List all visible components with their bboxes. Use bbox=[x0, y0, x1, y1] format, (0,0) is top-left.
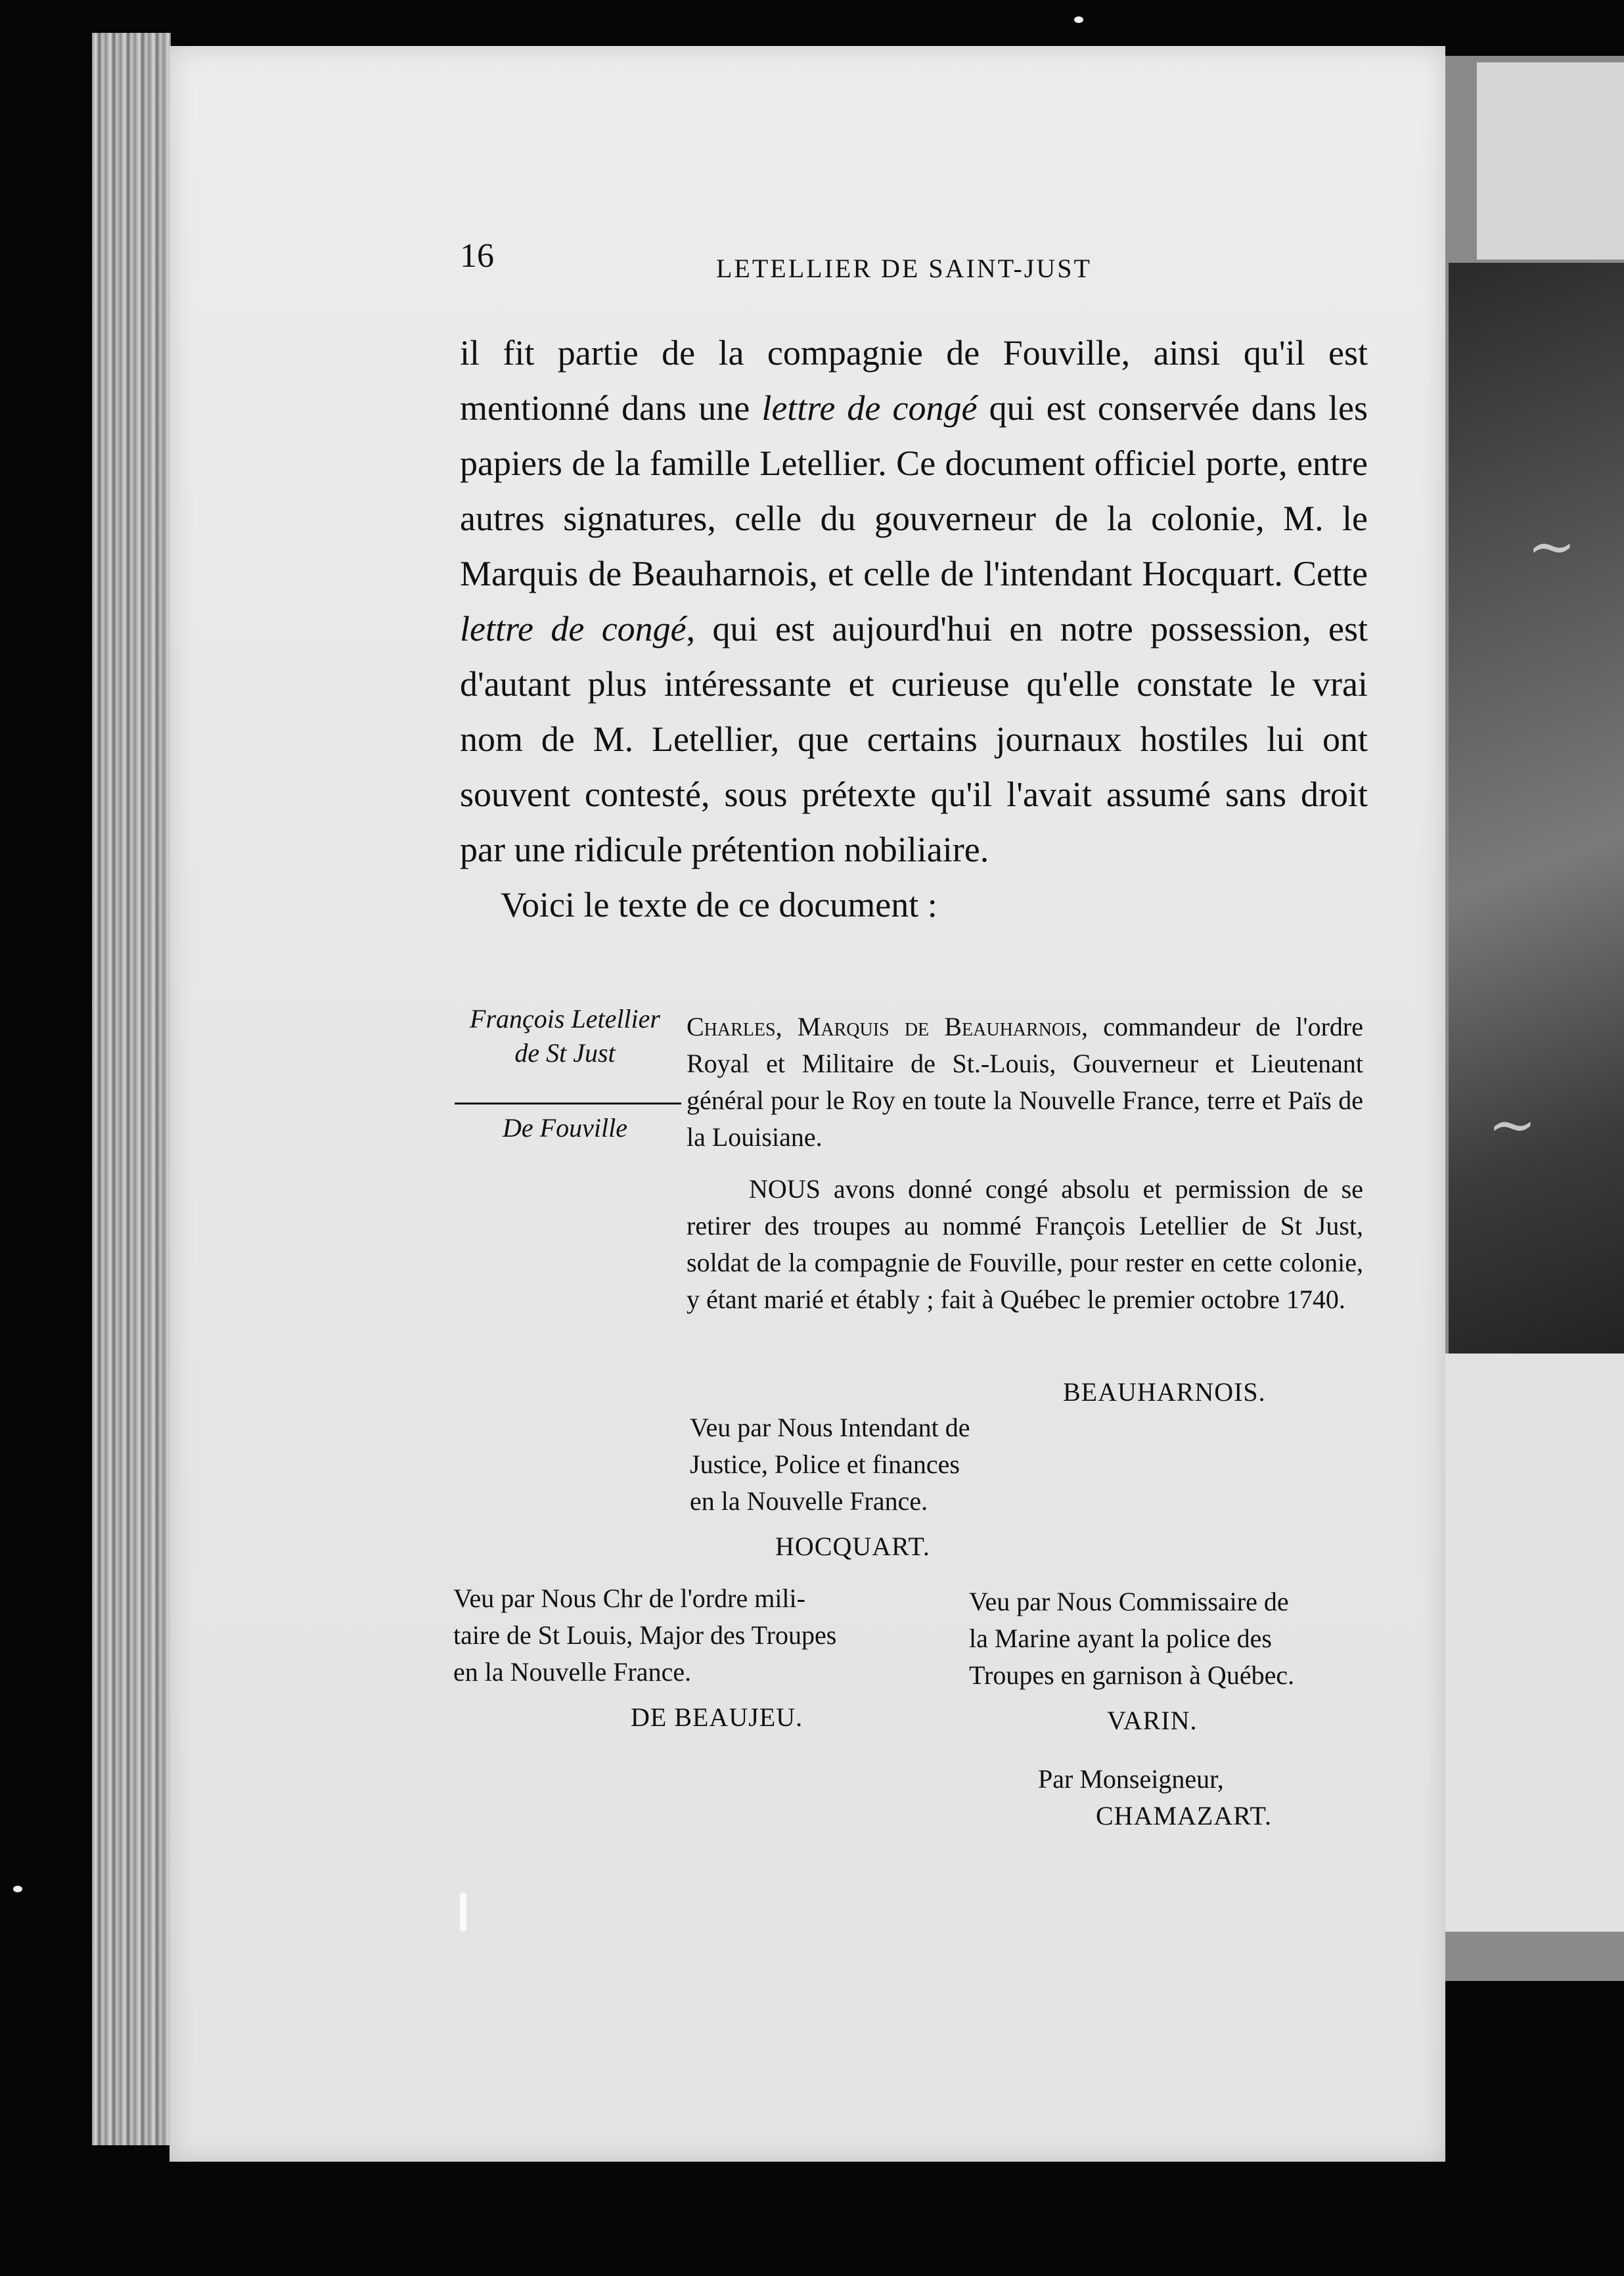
document-header-text: commandeur de l'ordre Royal et Militaire de St.-Louis, Gouverneur et Lieutenant général pour le Roy en toute la Nouvelle France, terre et Païs de la Louisiane. bbox=[687, 1012, 1363, 1152]
major-line: Veu par Nous Chr de l'ordre mili- bbox=[453, 1583, 805, 1613]
intendant-line: Justice, Police et finances bbox=[690, 1449, 960, 1479]
document-header bbox=[687, 1009, 1363, 1156]
document-issuer: Charles, Marquis de Beauharnois, bbox=[687, 1012, 1089, 1041]
intendant-line: Veu par Nous Intendant de bbox=[690, 1413, 970, 1442]
margin-note bbox=[453, 1002, 677, 1070]
signature-commissaire: VARIN. bbox=[1107, 1706, 1198, 1735]
commissaire-line: Veu par Nous Commissaire de bbox=[969, 1587, 1289, 1616]
margin-note-name: François Letellier bbox=[470, 1004, 660, 1034]
scan-speck bbox=[460, 1892, 466, 1932]
body-text-run: qui est conservée dans les papiers de la famille Letellier. Ce document officiel porte, entre autres signatures, celle du gouverneur de la colonie, M. le Marquis de Beauharnois, et celle de l'intendant Hocquart. Cette bbox=[460, 388, 1368, 593]
italic-title: lettre de congé bbox=[460, 609, 687, 649]
manuscript-script-mark: ~ bbox=[1488, 1091, 1537, 1158]
signature-secretary: CHAMAZART. bbox=[1096, 1801, 1272, 1831]
commissaire-line: la Marine ayant la police des bbox=[969, 1624, 1272, 1653]
document-body bbox=[687, 1171, 1363, 1318]
par-monseigneur: Par Monseigneur, bbox=[1038, 1764, 1224, 1794]
document-body-text: NOUS avons donné congé absolu et permission de se retirer des troupes au nommé François Letellier de St Just, soldat de la compagnie de Fouville, pour rester en cette colonie, y étant marié et étably ; fait à Québec le premier octobre 1740. bbox=[687, 1174, 1363, 1314]
body-text-run: , qui est aujourd'hui en notre possession, est d'autant plus intéressante et curieuse qu'elle constate le vrai nom de M. Letellier, que certains journaux hostiles lui ont souvent contesté, sous prétexte qu'il l'avait assumé sans droit par une ridicule prétention nobiliaire. bbox=[460, 609, 1368, 869]
scan-speck bbox=[1074, 16, 1083, 23]
major-line: taire de St Louis, Major des Troupes bbox=[453, 1620, 837, 1650]
manuscript-script-mark: ~ bbox=[1527, 512, 1576, 580]
signature-major: DE BEAUJEU. bbox=[631, 1702, 803, 1732]
adjacent-page-manuscript-image bbox=[1449, 263, 1624, 1354]
signature-governor: BEAUHARNOIS. bbox=[1063, 1377, 1266, 1407]
body-text bbox=[460, 325, 1368, 932]
major-endorsement bbox=[453, 1580, 926, 1691]
margin-note-title: de St Just bbox=[514, 1038, 616, 1068]
major-line: en la Nouvelle France. bbox=[453, 1657, 692, 1687]
margin-note-company: De Fouville bbox=[503, 1113, 627, 1143]
italic-title: lettre de congé bbox=[761, 388, 978, 428]
signature-intendant: HOCQUART. bbox=[775, 1532, 930, 1561]
scan-speck bbox=[13, 1886, 22, 1892]
body-paragraph-2: Voici le texte de ce document : bbox=[501, 885, 937, 924]
page-number: 16 bbox=[460, 237, 494, 275]
body-paragraph-1 bbox=[460, 325, 1368, 877]
intendant-endorsement bbox=[690, 1409, 1058, 1520]
stacked-page-edges bbox=[92, 33, 171, 2145]
margin-rule bbox=[455, 1103, 681, 1104]
body-text-run: il fit partie de la compagnie de Fouville, ainsi qu'il est mentionné dans une bbox=[460, 333, 1368, 428]
commissaire-endorsement bbox=[969, 1583, 1376, 1694]
commissaire-line: Troupes en garnison à Québec. bbox=[969, 1660, 1295, 1690]
adjacent-page-top bbox=[1477, 62, 1624, 260]
intendant-line: en la Nouvelle France. bbox=[690, 1486, 928, 1516]
adjacent-page-bottom bbox=[1445, 1354, 1624, 1932]
running-head: LETELLIER DE SAINT-JUST bbox=[716, 254, 1092, 283]
